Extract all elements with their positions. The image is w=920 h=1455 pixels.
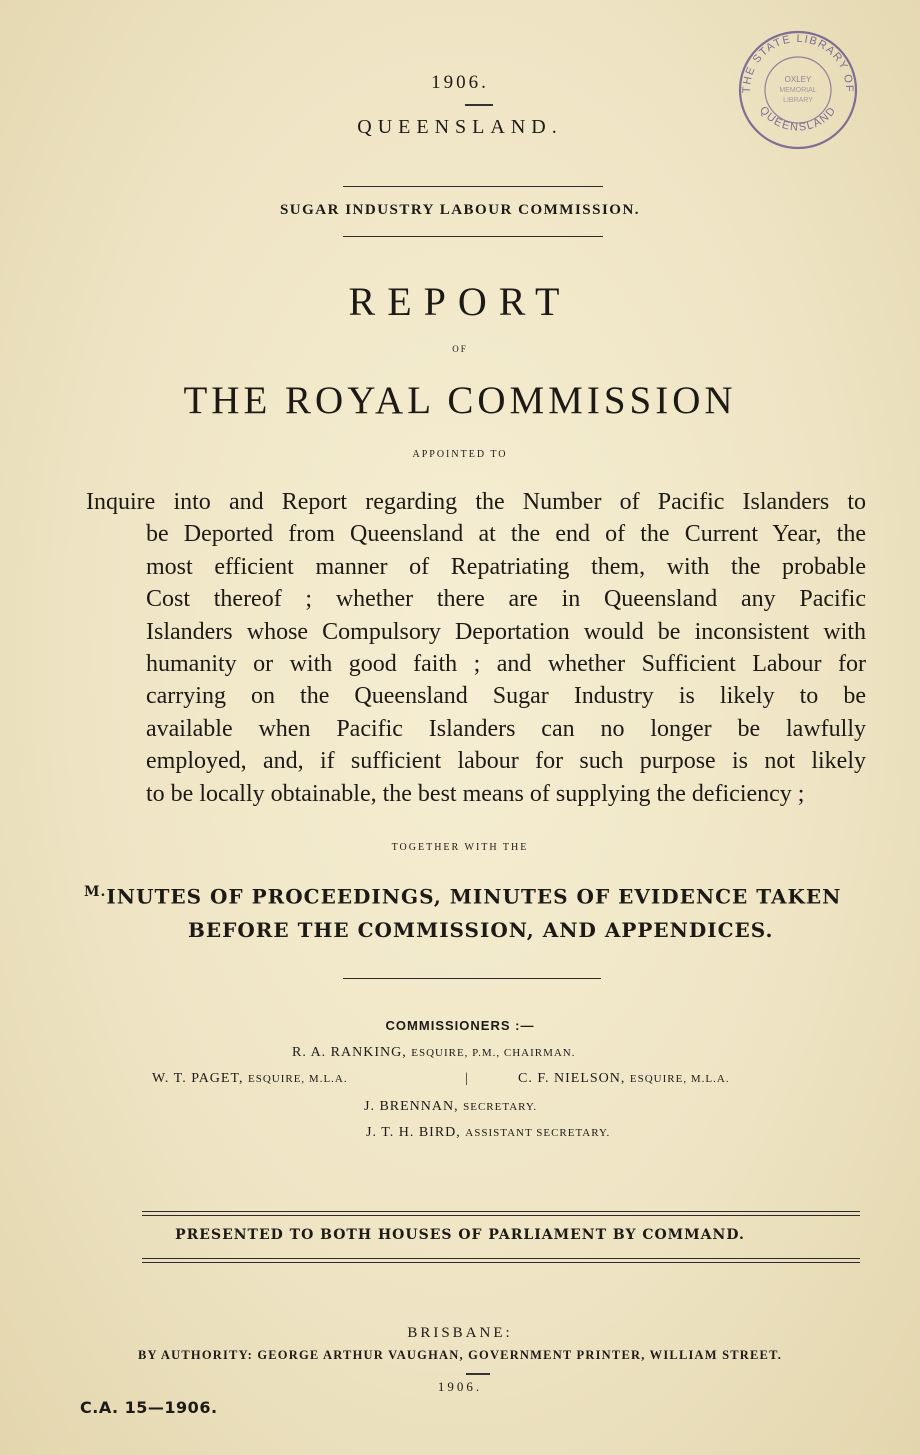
of-label: OF: [452, 344, 468, 354]
svg-text:LIBRARY: LIBRARY: [783, 97, 813, 104]
commission-rule-bottom: [343, 236, 603, 237]
commissioner-right: [518, 1071, 730, 1087]
presented-rule-top-2: [142, 1215, 860, 1216]
commissioner-right-title: ESQUIRE, M.L.A.: [629, 1073, 730, 1085]
svg-text:THE STATE LIBRARY OF: THE STATE LIBRARY OF: [740, 32, 856, 94]
commissioner-left: [152, 1071, 348, 1087]
commission-name: SUGAR INDUSTRY LABOUR COMMISSION.: [279, 202, 641, 218]
catalogue-reference: C.A. 15—1906.: [80, 1398, 218, 1417]
inquiry-line: Inquire into and Report regarding the Number of Pacific Islanders to: [86, 489, 866, 515]
commission-rule-top: [343, 186, 603, 187]
minutes-initial: M.: [84, 884, 107, 900]
minutes-line-1: INUTES OF PROCEEDINGS, MINUTES OF EVIDENCE TAKEN: [106, 884, 842, 909]
secretary-line: [364, 1099, 537, 1115]
document-year: 1906.: [431, 72, 489, 93]
assistant-secretary-title: ASSISTANT SECRETARY.: [465, 1127, 611, 1139]
imprint-year-rule: [466, 1373, 490, 1375]
chairman-title: ESQUIRE, P.M., CHAIRMAN.: [411, 1047, 576, 1059]
section-rule: [343, 978, 601, 979]
inquiry-line: be Deported from Queensland at the end of the Current Year, the: [146, 521, 866, 548]
inquiry-line: Islanders whose Compulsory Deportation would be inconsistent with: [146, 618, 866, 645]
royal-commission-title: THE ROYAL COMMISSION: [183, 379, 737, 422]
inquiry-line: carrying on the Queensland Sugar Industry is likely to be: [146, 683, 866, 710]
inquiry-line: employed, and, if sufficient labour for such purpose is not likely: [146, 748, 866, 775]
assistant-secretary-line: [366, 1125, 610, 1141]
state-name: QUEENSLAND.: [357, 116, 563, 138]
svg-text:QUEENSLAND: QUEENSLAND: [756, 104, 839, 134]
inquiry-line: available when Pacific Islanders can no longer be lawfully: [146, 715, 866, 742]
svg-text:OXLEY: OXLEY: [784, 75, 812, 84]
commissioners-heading: COMMISSIONERS :—: [385, 1018, 535, 1033]
imprint-city: BRISBANE:: [407, 1325, 513, 1341]
commissioner-right-name: C. F. NIELSON,: [518, 1071, 626, 1086]
presented-statement: PRESENTED TO BOTH HOUSES OF PARLIAMENT BY COMMAND.: [175, 1227, 745, 1243]
secretary-name: J. BRENNAN,: [364, 1099, 459, 1114]
svg-text:MEMORIAL: MEMORIAL: [779, 87, 817, 94]
year-rule: [465, 104, 493, 106]
inquiry-line: humanity or with good faith ; and whether Sufficient Labour for: [146, 651, 866, 678]
chairman-line: [292, 1045, 576, 1061]
minutes-heading: [84, 876, 884, 947]
imprint-year: 1906.: [437, 1379, 483, 1394]
together-label: TOGETHER WITH THE: [391, 842, 529, 853]
chairman-name: R. A. RANKING,: [292, 1045, 407, 1060]
appointed-label: APPOINTED TO: [412, 449, 508, 460]
commissioner-left-name: W. T. PAGET,: [152, 1071, 244, 1086]
inquiry-paragraph: [86, 486, 866, 810]
commissioner-left-title: ESQUIRE, M.L.A.: [247, 1073, 348, 1085]
inquiry-line: most efficient manner of Repatriating them, with the probable: [146, 553, 866, 580]
presented-rule-bottom-1: [142, 1258, 860, 1259]
secretary-title: SECRETARY.: [463, 1101, 538, 1113]
assistant-secretary-name: J. T. H. BIRD,: [366, 1125, 461, 1140]
commissioner-separator: |: [465, 1071, 469, 1086]
presented-rule-top-1: [142, 1211, 860, 1212]
inquiry-line: Cost thereof ; whether there are in Queensland any Pacific: [146, 586, 866, 613]
inquiry-line: to be locally obtainable, the best means of supplying the deficiency ;: [146, 780, 805, 807]
minutes-line-2: BEFORE THE COMMISSION, AND APPENDICES.: [188, 917, 774, 942]
presented-rule-bottom-2: [142, 1262, 860, 1263]
report-heading: REPORT: [348, 279, 572, 324]
imprint-printer: BY AUTHORITY: GEORGE ARTHUR VAUGHAN, GOVERNMENT PRINTER, WILLIAM STREET.: [137, 1348, 783, 1362]
